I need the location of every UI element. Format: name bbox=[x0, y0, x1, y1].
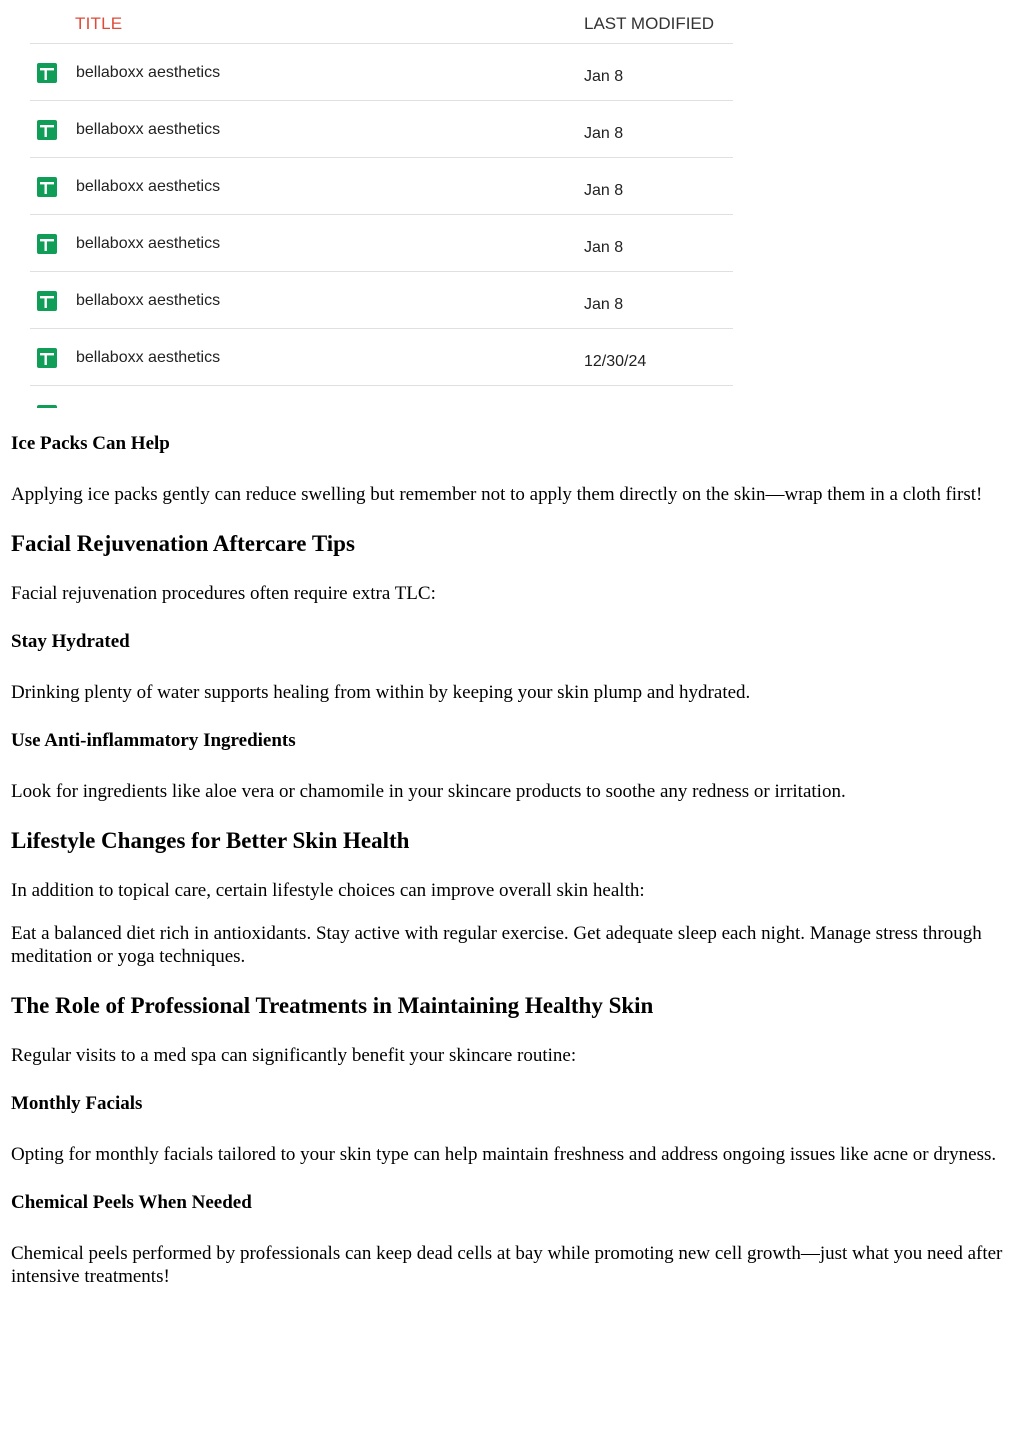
table-header-row bbox=[30, 0, 733, 44]
file-list-table bbox=[30, 0, 733, 408]
heading-professional-treatments: The Role of Professional Treatments in Maintaining Healthy Skin bbox=[11, 993, 654, 1018]
heading-chemical-peels: Chemical Peels When Needed bbox=[11, 1192, 252, 1213]
paragraph-ice-packs: Applying ice packs gently can reduce swelling but remember not to apply them directly on the skin—wrap them in a cloth first! bbox=[11, 484, 983, 505]
heading-ice-packs: Ice Packs Can Help bbox=[11, 433, 170, 454]
paragraph-lifestyle-intro: In addition to topical care, certain lifestyle choices can improve overall skin health: bbox=[11, 880, 645, 901]
file-modified-date: Jan 8 bbox=[584, 68, 624, 85]
heading-stay-hydrated: Stay Hydrated bbox=[11, 631, 130, 652]
table-row[interactable] bbox=[30, 215, 733, 272]
table-row[interactable] bbox=[30, 158, 733, 215]
paragraph-professional-treatments: Regular visits to a med spa can significantly benefit your skincare routine: bbox=[11, 1045, 577, 1066]
paragraph-anti-inflammatory: Look for ingredients like aloe vera or chamomile in your skincare products to soothe any redness or irritation. bbox=[11, 781, 846, 802]
file-modified-date: Jan 8 bbox=[584, 239, 624, 256]
file-title[interactable]: bellaboxx aesthetics bbox=[76, 292, 221, 309]
paragraph-monthly-facials: Opting for monthly facials tailored to your skin type can help maintain freshness and address ongoing issues like acne or dryness. bbox=[11, 1144, 997, 1165]
heading-facial-rejuvenation: Facial Rejuvenation Aftercare Tips bbox=[11, 531, 355, 556]
heading-monthly-facials: Monthly Facials bbox=[11, 1093, 143, 1114]
google-sheets-icon bbox=[37, 177, 57, 197]
google-sheets-icon bbox=[37, 405, 57, 408]
file-title[interactable]: bellaboxx aesthetics bbox=[76, 121, 221, 138]
file-modified-date: Jan 8 bbox=[584, 125, 624, 142]
file-title[interactable]: bellaboxx aesthetics bbox=[76, 178, 221, 195]
paragraph-facial-rejuvenation: Facial rejuvenation procedures often require extra TLC: bbox=[11, 583, 436, 604]
column-header-title[interactable]: TITLE bbox=[75, 14, 123, 33]
file-modified-date: Jan 8 bbox=[584, 296, 624, 313]
article-body bbox=[11, 432, 1011, 1313]
table-row[interactable] bbox=[30, 101, 733, 158]
table-row[interactable] bbox=[30, 329, 733, 386]
table-row[interactable] bbox=[30, 272, 733, 329]
google-sheets-icon bbox=[37, 291, 57, 311]
file-title[interactable]: bellaboxx aesthetics bbox=[76, 349, 221, 366]
table-row-partial bbox=[30, 386, 733, 408]
table-row[interactable] bbox=[30, 44, 733, 101]
paragraph-chemical-peels: Chemical peels performed by professionals can keep dead cells at bay while promoting new cell growth—just what you need after intensive treatments! bbox=[11, 1243, 1003, 1287]
file-title[interactable]: bellaboxx aesthetics bbox=[76, 64, 221, 81]
file-modified-date: 12/30/24 bbox=[584, 353, 647, 370]
paragraph-lifestyle-list: Eat a balanced diet rich in antioxidants. Stay active with regular exercise. Get adequate sleep each night. Manage stress through meditation or yoga techniques. bbox=[11, 923, 982, 967]
column-header-last-modified[interactable]: LAST MODIFIED bbox=[584, 14, 715, 33]
heading-lifestyle-changes: Lifestyle Changes for Better Skin Health bbox=[11, 828, 410, 853]
paragraph-stay-hydrated: Drinking plenty of water supports healing from within by keeping your skin plump and hydrated. bbox=[11, 682, 751, 703]
google-sheets-icon bbox=[37, 63, 57, 83]
file-modified-date: Jan 8 bbox=[584, 182, 624, 199]
google-sheets-icon bbox=[37, 348, 57, 368]
google-sheets-icon bbox=[37, 234, 57, 254]
google-sheets-icon bbox=[37, 120, 57, 140]
file-title[interactable]: bellaboxx aesthetics bbox=[76, 235, 221, 252]
heading-anti-inflammatory: Use Anti-inflammatory Ingredients bbox=[11, 730, 296, 751]
